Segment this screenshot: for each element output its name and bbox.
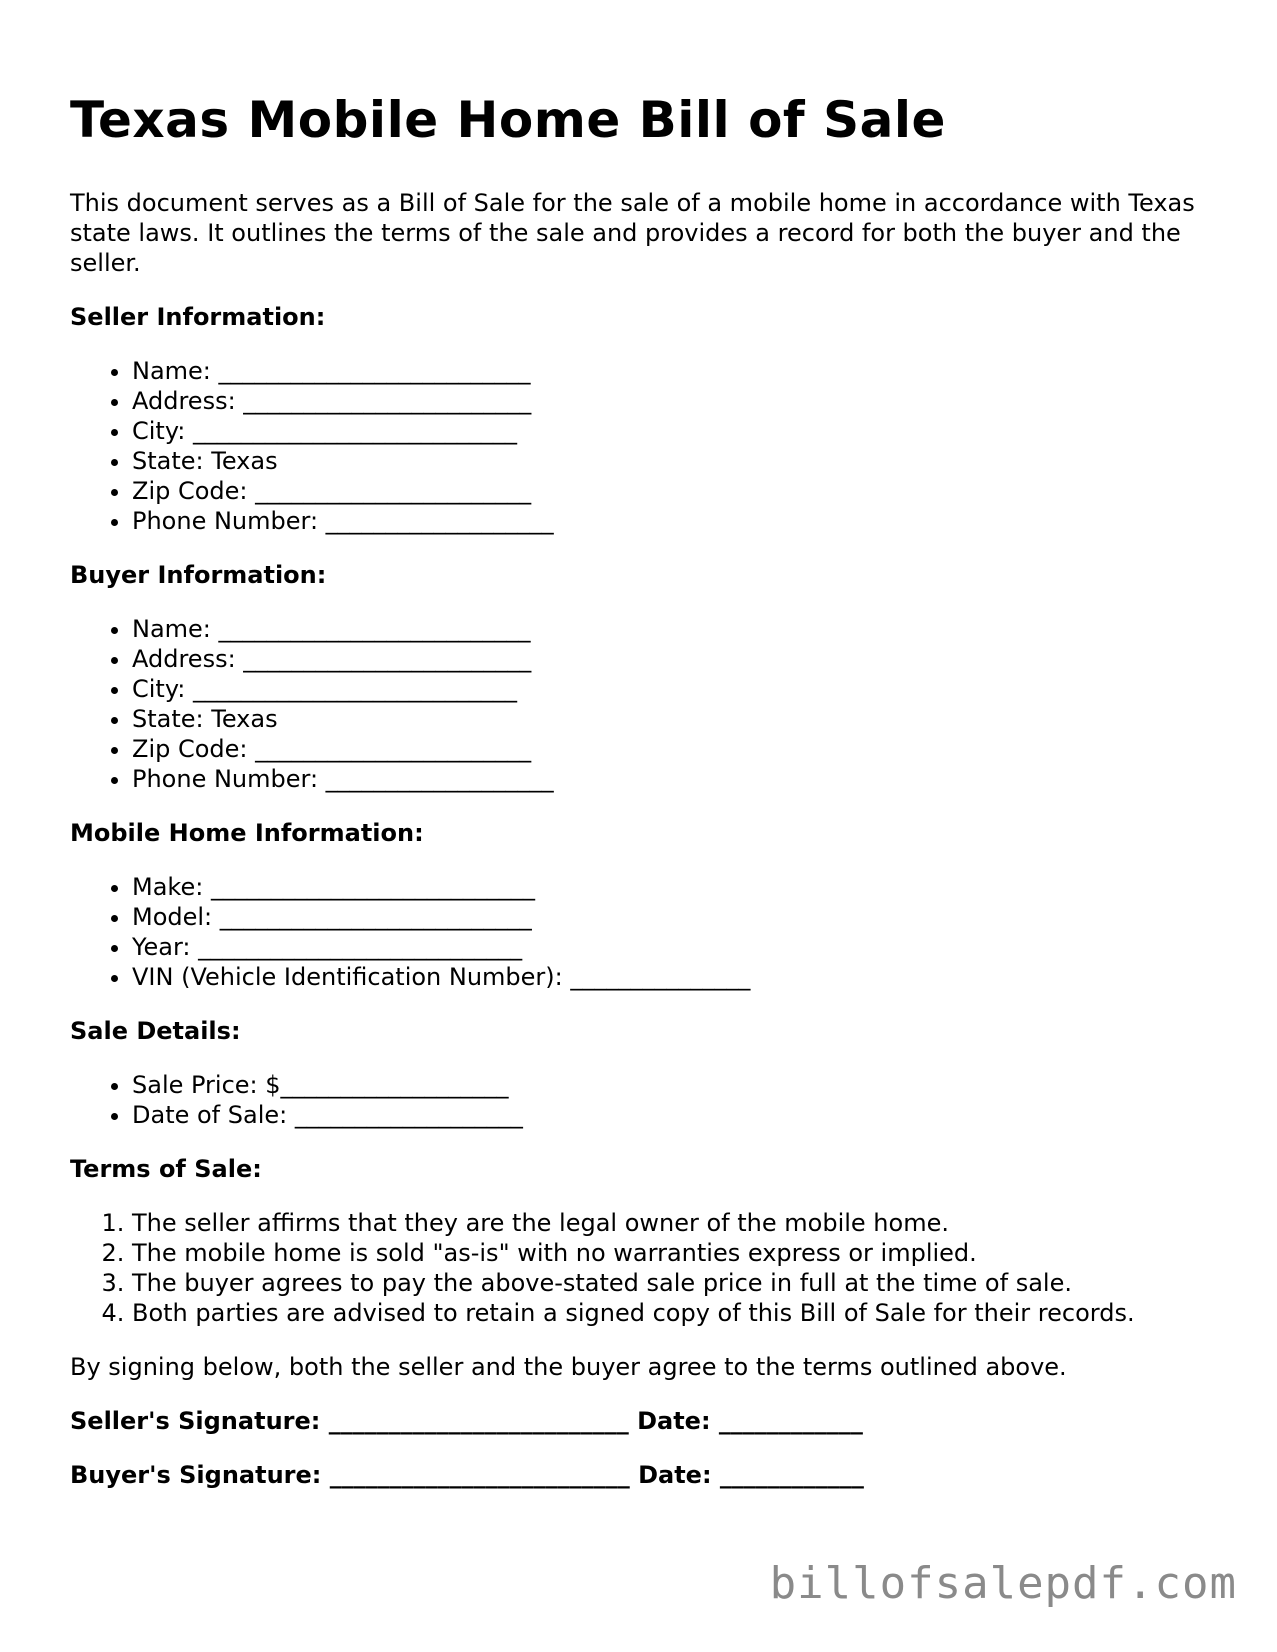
year-field: • Year: ___________________________ bbox=[132, 932, 1220, 962]
mobile-home-list bbox=[70, 872, 1220, 992]
seller-signature-line: Seller's Signature: _________________________ Date: ____________ bbox=[70, 1407, 863, 1435]
buyer-city-field: • City: ___________________________ bbox=[132, 674, 1220, 704]
term-item: 3. The buyer agrees to pay the above-stated sale price in full at the time of sale. bbox=[132, 1268, 1220, 1298]
seller-zip-field: • Zip Code: _______________________ bbox=[132, 476, 1220, 506]
make-field: • Make: ___________________________ bbox=[132, 872, 1220, 902]
buyer-heading: Buyer Information: bbox=[70, 561, 327, 589]
model-field: • Model: __________________________ bbox=[132, 902, 1220, 932]
sale-date-field: • Date of Sale: ___________________ bbox=[132, 1100, 1220, 1130]
terms-list bbox=[70, 1208, 1220, 1328]
seller-state-field: • State: Texas bbox=[132, 446, 1220, 476]
term-item: 4. Both parties are advised to retain a signed copy of this Bill of Sale for their records. bbox=[132, 1298, 1220, 1328]
seller-phone-field: • Phone Number: ___________________ bbox=[132, 506, 1220, 536]
buyer-phone-field: • Phone Number: ___________________ bbox=[132, 764, 1220, 794]
buyer-state-field: • State: Texas bbox=[132, 704, 1220, 734]
term-item: 2. The mobile home is sold "as-is" with no warranties express or implied. bbox=[132, 1238, 1220, 1268]
terms-heading: Terms of Sale: bbox=[70, 1155, 262, 1183]
vin-field: • VIN (Vehicle Identification Number): _______________ bbox=[132, 962, 1220, 992]
closing-statement: By signing below, both the seller and the buyer agree to the terms outlined above. bbox=[70, 1353, 1067, 1381]
mobile-home-heading: Mobile Home Information: bbox=[70, 819, 424, 847]
buyer-zip-field: • Zip Code: _______________________ bbox=[132, 734, 1220, 764]
seller-heading: Seller Information: bbox=[70, 303, 326, 331]
seller-name-field: • Name: __________________________ bbox=[132, 356, 1220, 386]
sale-details-heading: Sale Details: bbox=[70, 1017, 241, 1045]
seller-address-field: • Address: ________________________ bbox=[132, 386, 1220, 416]
watermark: billofsalepdf.com bbox=[769, 1558, 1237, 1609]
intro-paragraph: This document serves as a Bill of Sale for the sale of a mobile home in accordance with Texas state laws. It outlines the terms of the sale and provides a record for both the buyer and the seller. bbox=[70, 189, 1195, 277]
term-item: 1. The seller affirms that they are the legal owner of the mobile home. bbox=[132, 1208, 1220, 1238]
seller-city-field: • City: ___________________________ bbox=[132, 416, 1220, 446]
seller-list bbox=[70, 356, 1220, 536]
buyer-signature-line: Buyer's Signature: _________________________ Date: ____________ bbox=[70, 1461, 864, 1489]
buyer-name-field: • Name: __________________________ bbox=[132, 614, 1220, 644]
buyer-address-field: • Address: ________________________ bbox=[132, 644, 1220, 674]
sale-details-list bbox=[70, 1070, 1220, 1130]
sale-price-field: • Sale Price: $___________________ bbox=[132, 1070, 1220, 1100]
buyer-list bbox=[70, 614, 1220, 794]
document-title: Texas Mobile Home Bill of Sale bbox=[70, 91, 946, 149]
document-page bbox=[70, 0, 1220, 1490]
